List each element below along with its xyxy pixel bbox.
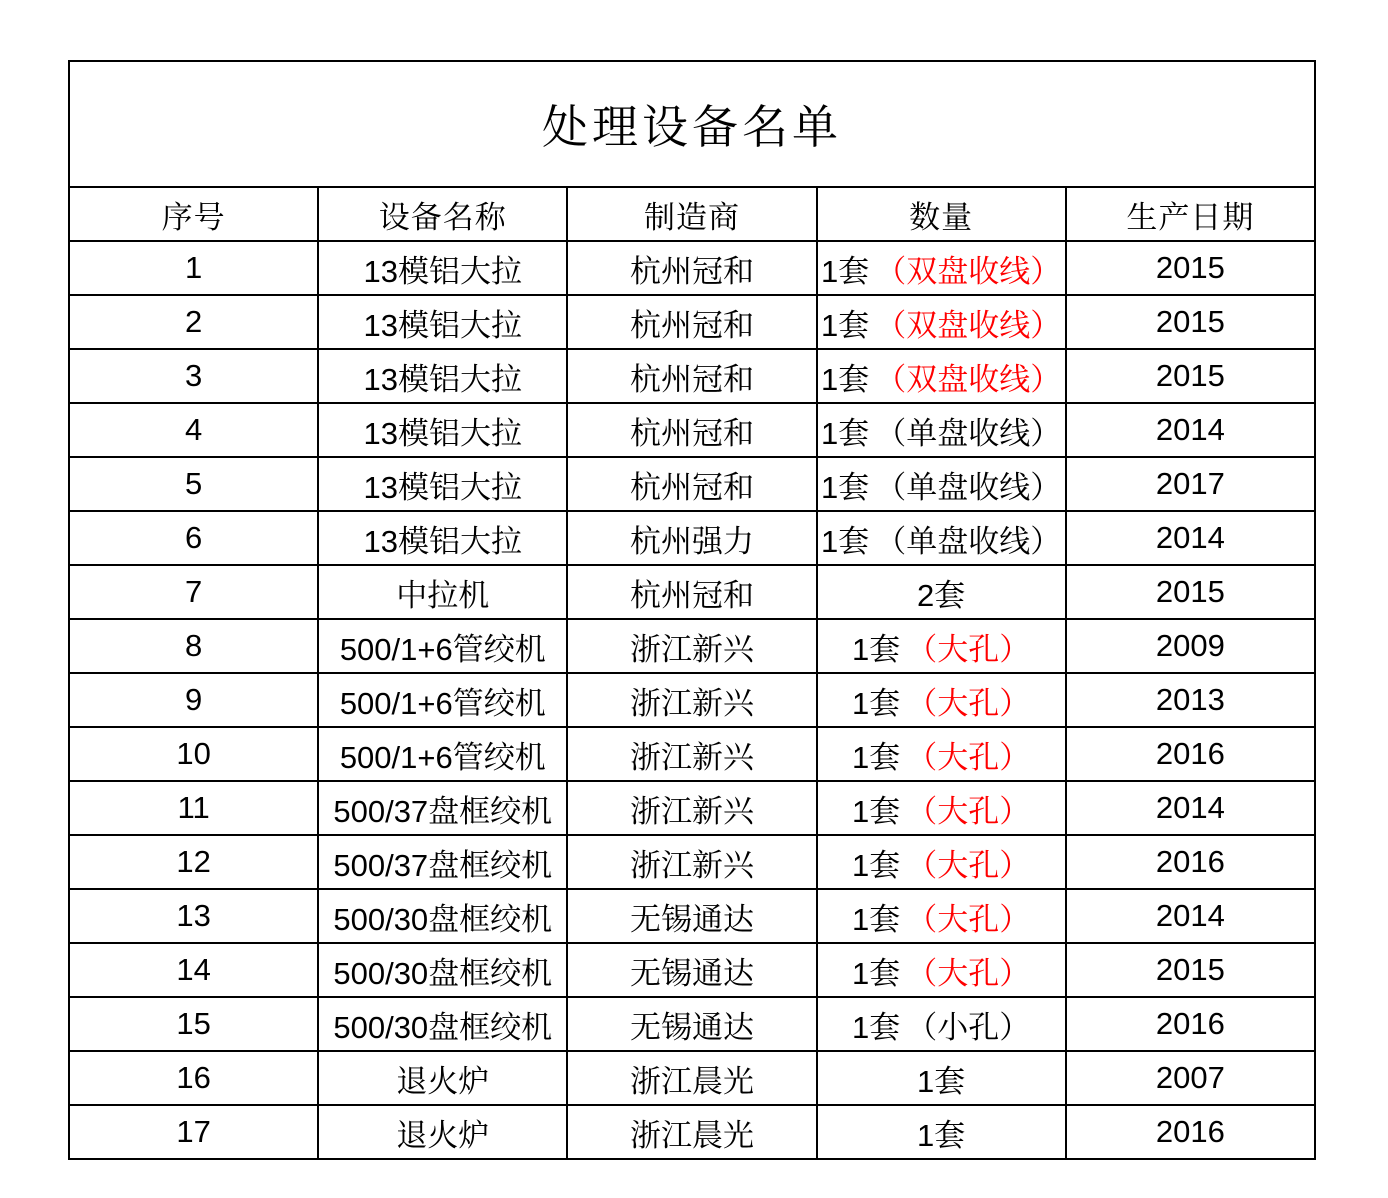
quantity-wrap (852, 1002, 1030, 1047)
cell-manufacturer: 浙江新兴 (567, 781, 816, 835)
quantity-note: （双盘收线） (875, 307, 1062, 343)
cell-quantity (817, 565, 1066, 619)
cell-production-year: 2016 (1066, 727, 1315, 781)
table-row (69, 997, 1315, 1051)
cell-production-year: 2014 (1066, 889, 1315, 943)
cell-equipment-name: 13模铝大拉 (318, 457, 567, 511)
quantity-note: （单盘收线） (875, 523, 1062, 559)
equipment-table (68, 60, 1316, 1160)
cell-manufacturer: 杭州强力 (567, 511, 816, 565)
quantity-note: （大孔） (906, 793, 1031, 829)
cell-production-year: 2015 (1066, 565, 1315, 619)
cell-equipment-name: 退火炉 (318, 1105, 567, 1159)
cell-quantity (817, 889, 1066, 943)
cell-quantity (817, 457, 1066, 511)
table-row (69, 403, 1315, 457)
table-row (69, 1105, 1315, 1159)
cell-no: 8 (69, 619, 318, 673)
quantity-note: （单盘收线） (875, 415, 1062, 451)
cell-equipment-name: 13模铝大拉 (318, 403, 567, 457)
equipment-sheet (68, 60, 1316, 1160)
cell-quantity (817, 781, 1066, 835)
cell-manufacturer: 杭州冠和 (567, 349, 816, 403)
cell-production-year: 2013 (1066, 673, 1315, 727)
table-row (69, 673, 1315, 727)
equipment-table-body (69, 61, 1315, 1159)
title-row (69, 61, 1315, 187)
header-row (69, 187, 1315, 241)
cell-quantity (817, 403, 1066, 457)
table-row (69, 457, 1315, 511)
cell-equipment-name: 500/1+6管绞机 (318, 673, 567, 727)
quantity-value: 1套 (917, 1117, 966, 1153)
cell-no: 1 (69, 241, 318, 295)
cell-equipment-name: 500/30盘框绞机 (318, 997, 567, 1051)
cell-manufacturer: 杭州冠和 (567, 241, 816, 295)
quantity-value: 2套 (917, 577, 966, 613)
quantity-wrap (821, 408, 1061, 453)
table-row (69, 781, 1315, 835)
cell-equipment-name: 13模铝大拉 (318, 295, 567, 349)
cell-manufacturer: 无锡通达 (567, 889, 816, 943)
quantity-wrap (821, 246, 1061, 291)
cell-manufacturer: 杭州冠和 (567, 457, 816, 511)
table-row (69, 241, 1315, 295)
cell-no: 17 (69, 1105, 318, 1159)
cell-no: 12 (69, 835, 318, 889)
cell-manufacturer: 杭州冠和 (567, 403, 816, 457)
cell-quantity (817, 673, 1066, 727)
quantity-note: （大孔） (906, 955, 1031, 991)
quantity-value: 1套 (821, 307, 870, 343)
cell-manufacturer: 浙江新兴 (567, 835, 816, 889)
cell-no: 13 (69, 889, 318, 943)
cell-equipment-name: 13模铝大拉 (318, 241, 567, 295)
cell-manufacturer: 浙江晨光 (567, 1051, 816, 1105)
table-row (69, 1051, 1315, 1105)
table-row (69, 835, 1315, 889)
quantity-value: 1套 (821, 415, 870, 451)
quantity-note: （大孔） (906, 739, 1031, 775)
cell-manufacturer: 杭州冠和 (567, 295, 816, 349)
cell-quantity (817, 727, 1066, 781)
cell-equipment-name: 退火炉 (318, 1051, 567, 1105)
cell-production-year: 2009 (1066, 619, 1315, 673)
cell-manufacturer: 浙江新兴 (567, 727, 816, 781)
quantity-value: 1套 (821, 469, 870, 505)
column-header-no: 序号 (69, 187, 318, 241)
quantity-value: 1套 (852, 901, 901, 937)
cell-no: 5 (69, 457, 318, 511)
cell-quantity (817, 349, 1066, 403)
cell-production-year: 2015 (1066, 241, 1315, 295)
cell-equipment-name: 500/37盘框绞机 (318, 781, 567, 835)
quantity-value: 1套 (821, 361, 870, 397)
cell-quantity (817, 241, 1066, 295)
quantity-value: 1套 (821, 253, 870, 289)
quantity-wrap (852, 894, 1030, 939)
quantity-wrap (821, 462, 1061, 507)
table-row (69, 349, 1315, 403)
cell-production-year: 2007 (1066, 1051, 1315, 1105)
column-header-qty: 数量 (817, 187, 1066, 241)
cell-quantity (817, 619, 1066, 673)
cell-no: 9 (69, 673, 318, 727)
quantity-wrap (852, 732, 1030, 777)
quantity-value: 1套 (852, 739, 901, 775)
quantity-wrap (852, 840, 1030, 885)
cell-quantity (817, 835, 1066, 889)
quantity-note: （双盘收线） (875, 253, 1062, 289)
cell-equipment-name: 13模铝大拉 (318, 349, 567, 403)
page-title: 处理设备名单 (69, 61, 1315, 187)
cell-manufacturer: 浙江新兴 (567, 619, 816, 673)
cell-production-year: 2016 (1066, 1105, 1315, 1159)
cell-quantity (817, 295, 1066, 349)
cell-no: 15 (69, 997, 318, 1051)
column-header-maker: 制造商 (567, 187, 816, 241)
cell-no: 6 (69, 511, 318, 565)
cell-no: 4 (69, 403, 318, 457)
quantity-value: 1套 (917, 1063, 966, 1099)
cell-manufacturer: 无锡通达 (567, 943, 816, 997)
cell-production-year: 2014 (1066, 781, 1315, 835)
cell-manufacturer: 浙江新兴 (567, 673, 816, 727)
quantity-value: 1套 (852, 685, 901, 721)
quantity-wrap (852, 948, 1030, 993)
quantity-note: （大孔） (906, 847, 1031, 883)
cell-quantity (817, 511, 1066, 565)
quantity-value: 1套 (852, 1009, 901, 1045)
quantity-note: （小孔） (906, 1009, 1031, 1045)
quantity-wrap (917, 1110, 965, 1155)
cell-production-year: 2015 (1066, 295, 1315, 349)
cell-no: 14 (69, 943, 318, 997)
table-row (69, 619, 1315, 673)
quantity-value: 1套 (852, 793, 901, 829)
cell-no: 7 (69, 565, 318, 619)
cell-equipment-name: 13模铝大拉 (318, 511, 567, 565)
cell-manufacturer: 浙江晨光 (567, 1105, 816, 1159)
table-row (69, 727, 1315, 781)
cell-no: 3 (69, 349, 318, 403)
column-header-name: 设备名称 (318, 187, 567, 241)
cell-production-year: 2015 (1066, 349, 1315, 403)
quantity-value: 1套 (852, 955, 901, 991)
quantity-wrap (852, 624, 1030, 669)
table-row (69, 943, 1315, 997)
cell-equipment-name: 500/1+6管绞机 (318, 619, 567, 673)
quantity-wrap (821, 354, 1061, 399)
quantity-wrap (917, 570, 965, 615)
table-row (69, 565, 1315, 619)
cell-manufacturer: 无锡通达 (567, 997, 816, 1051)
quantity-value: 1套 (852, 631, 901, 667)
cell-equipment-name: 500/30盘框绞机 (318, 943, 567, 997)
cell-quantity (817, 997, 1066, 1051)
cell-quantity (817, 1105, 1066, 1159)
cell-no: 2 (69, 295, 318, 349)
cell-production-year: 2016 (1066, 997, 1315, 1051)
column-header-year: 生产日期 (1066, 187, 1315, 241)
table-row (69, 511, 1315, 565)
cell-production-year: 2015 (1066, 943, 1315, 997)
cell-equipment-name: 500/37盘框绞机 (318, 835, 567, 889)
table-row (69, 295, 1315, 349)
cell-no: 11 (69, 781, 318, 835)
table-row (69, 889, 1315, 943)
quantity-value: 1套 (852, 847, 901, 883)
quantity-wrap (852, 678, 1030, 723)
cell-equipment-name: 500/1+6管绞机 (318, 727, 567, 781)
cell-production-year: 2016 (1066, 835, 1315, 889)
cell-equipment-name: 中拉机 (318, 565, 567, 619)
quantity-wrap (821, 300, 1061, 345)
cell-no: 10 (69, 727, 318, 781)
quantity-note: （大孔） (906, 685, 1031, 721)
cell-no: 16 (69, 1051, 318, 1105)
quantity-note: （双盘收线） (875, 361, 1062, 397)
cell-equipment-name: 500/30盘框绞机 (318, 889, 567, 943)
quantity-wrap (821, 516, 1061, 561)
quantity-wrap (852, 786, 1030, 831)
quantity-wrap (917, 1056, 965, 1101)
quantity-note: （大孔） (906, 631, 1031, 667)
quantity-note: （大孔） (906, 901, 1031, 937)
cell-quantity (817, 943, 1066, 997)
cell-production-year: 2014 (1066, 403, 1315, 457)
quantity-value: 1套 (821, 523, 870, 559)
cell-manufacturer: 杭州冠和 (567, 565, 816, 619)
cell-production-year: 2017 (1066, 457, 1315, 511)
quantity-note: （单盘收线） (875, 469, 1062, 505)
cell-production-year: 2014 (1066, 511, 1315, 565)
cell-quantity (817, 1051, 1066, 1105)
